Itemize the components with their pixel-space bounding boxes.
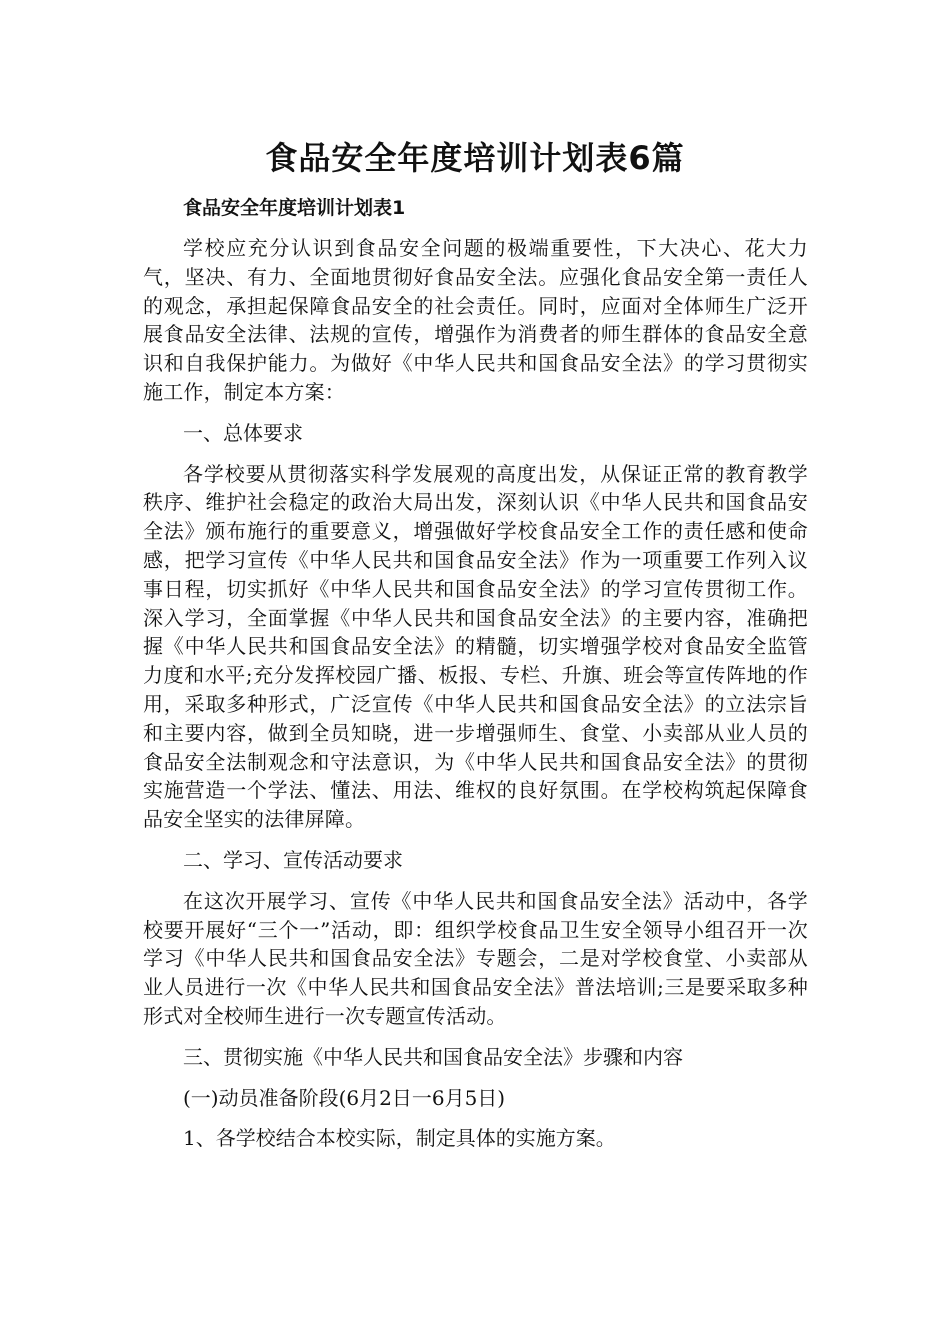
paragraph-publicity-requirements: 在这次开展学习、宣传《中华人民共和国食品安全法》活动中，各学校要开展好“三个一”活动，即：组织学校食品卫生安全领导小组召开一次学习《中华人民共和国食品安全法》专题会，二是对学校食堂、小卖部从业人员进行一次《中华人民共和国食品安全法》普法培训;三是要采取多种形式对全校师生进行一次专题宣传活动。 <box>143 888 808 1028</box>
document-title: 食品安全年度培训计划表6篇 <box>265 139 685 177</box>
section-subtitle: 食品安全年度培训计划表1 <box>183 197 406 219</box>
document-body <box>143 194 808 1165</box>
heading-implementation-steps: 三、贯彻实施《中华人民共和国食品安全法》步骤和内容 <box>183 1044 683 1069</box>
list-item-1: 1、各学校结合本校实际，制定具体的实施方案。 <box>183 1126 616 1151</box>
paragraph-intro: 学校应充分认识到食品安全问题的极端重要性，下大决心、花大力气，坚决、有力、全面地贯彻好食品安全法。应强化食品安全第一责任人的观念，承担起保障食品安全的社会责任。同时，应面对全体师生广泛开展食品安全法律、法规的宣传，增强作为消费者的师生群体的食品安全意识和自我保护能力。为做好《中华人民共和国食品安全法》的学习贯彻实施工作，制定本方案： <box>143 236 808 404</box>
heading-general-requirements: 一、总体要求 <box>183 420 303 445</box>
heading-publicity-requirements: 二、学习、宣传活动要求 <box>183 847 403 872</box>
paragraph-general-requirements: 各学校要从贯彻落实科学发展观的高度出发，从保证正常的教育教学秩序、维护社会稳定的政治大局出发，深刻认识《中华人民共和国食品安全法》颁布施行的重要意义，增强做好学校食品安全工作的责任感和使命感，把学习宣传《中华人民共和国食品安全法》作为一项重要工作列入议事日程，切实抓好《中华人民共和国食品安全法》的学习宣传贯彻工作。深入学习，全面掌握《中华人民共和国食品安全法》的主要内容，准确把握《中华人民共和国食品安全法》的精髓，切实增强学校对食品安全监管力度和水平;充分发挥校园广播、板报、专栏、升旗、班会等宣传阵地的作用，采取多种形式，广泛宣传《中华人民共和国食品安全法》的立法宗旨和主要内容，做到全员知晓，进一步增强师生、食堂、小卖部从业人员的食品安全法制观念和守法意识，为《中华人民共和国食品安全法》的贯彻实施营造一个学法、懂法、用法、维权的良好氛围。在学校构筑起保障食品安全坚实的法律屏障。 <box>143 461 808 832</box>
heading-preparation-stage: (一)动员准备阶段(6月2日一6月5日) <box>183 1085 506 1110</box>
